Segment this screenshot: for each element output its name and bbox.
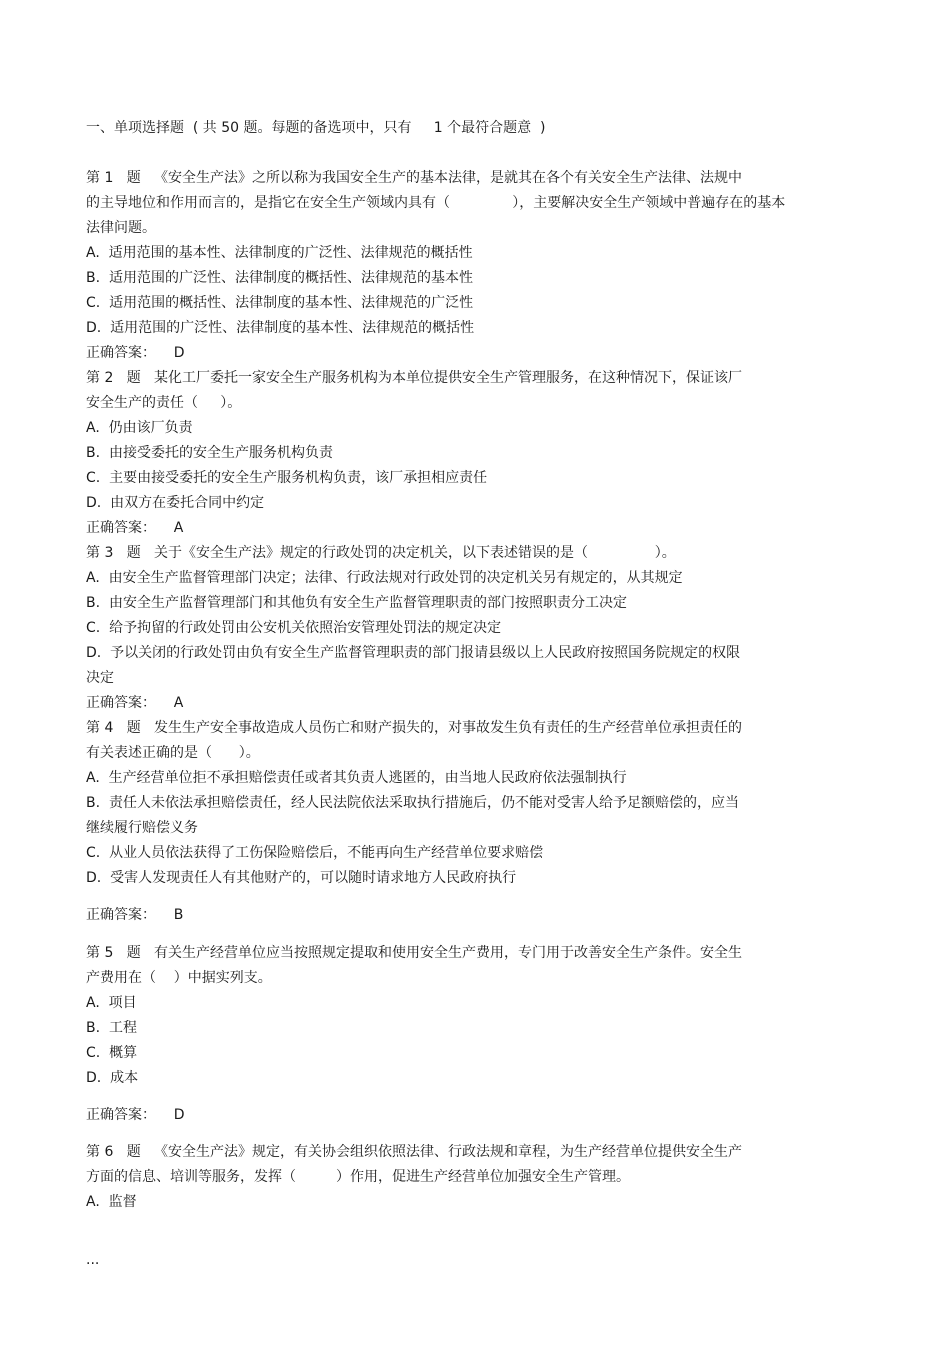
question-2-option-c: C. 主要由接受委托的安全生产服务机构负责，该厂承担相应责任: [86, 470, 488, 486]
question-4-option-d: D. 受害人发现责任人有其他财产的，可以随时请求地方人民政府执行: [86, 870, 517, 886]
question-3-option-b: B. 由安全生产监督管理部门和其他负有安全生产监督管理职责的部门按照职责分工决定: [86, 595, 627, 611]
question-3-answer: 正确答案： A: [86, 695, 184, 711]
question-1-option-b: B. 适用范围的广泛性、法律制度的概括性、法律规范的基本性: [86, 270, 473, 286]
question-1-text-line-3: 法律问题。: [86, 220, 156, 236]
question-5-option-c: C. 概算: [86, 1045, 138, 1061]
question-1-option-d: D. 适用范围的广泛性、法律制度的基本性、法律规范的概括性: [86, 320, 475, 336]
question-2-option-b: B. 由接受委托的安全生产服务机构负责: [86, 445, 333, 461]
question-4-option-b-cont: 继续履行赔偿义务: [86, 820, 198, 836]
question-1-answer: 正确答案： D: [86, 345, 185, 361]
question-4-answer: 正确答案： B: [86, 907, 184, 923]
question-3-option-c: C. 给予拘留的行政处罚由公安机关依照治安管理处罚法的规定决定: [86, 620, 502, 636]
continuation-ellipsis: ...: [86, 1252, 100, 1268]
question-5-text-line-1: 第 5 题 有关生产经营单位应当按照规定提取和使用安全生产费用，专门用于改善安全生产条件。安全生: [86, 945, 743, 961]
question-3-option-d: D. 予以关闭的行政处罚由负有安全生产监督管理职责的部门报请县级以上人民政府按照国务院规定的权限: [86, 645, 741, 661]
question-6-text-line-2: 方面的信息、培训等服务，发挥（ ）作用，促进生产经营单位加强安全生产管理。: [86, 1169, 631, 1185]
question-3-option-a: A. 由安全生产监督管理部门决定；法律、行政法规对行政处罚的决定机关另有规定的，从其规定: [86, 570, 683, 586]
question-1-text-line-2: 的主导地位和作用而言的，是指它在安全生产领域内具有（ ），主要解决安全生产领域中普遍存在的基本: [86, 195, 786, 211]
question-4-option-a: A. 生产经营单位拒不承担赔偿责任或者其负责人逃匿的，由当地人民政府依法强制执行: [86, 770, 627, 786]
question-1-text-line-1: 第 1 题 《安全生产法》之所以称为我国安全生产的基本法律，是就其在各个有关安全生产法律、法规中: [86, 170, 743, 186]
question-1-option-c: C. 适用范围的概括性、法律制度的基本性、法律规范的广泛性: [86, 295, 474, 311]
question-4-text-line-1: 第 4 题 发生生产安全事故造成人员伤亡和财产损失的，对事故发生负有责任的生产经营单位承担责任的: [86, 720, 743, 736]
question-4-option-b: B. 责任人未依法承担赔偿责任，经人民法院依法采取执行措施后，仍不能对受害人给予足额赔偿的，应当: [86, 795, 739, 811]
question-3-text-line-1: 第 3 题 关于《安全生产法》规定的行政处罚的决定机关，以下表述错误的是（ ）。: [86, 545, 676, 561]
section-title: 一、单项选择题 ( 共 50 题。每题的备选项中，只有 1 个最符合题意 ): [86, 120, 546, 136]
question-2-option-a: A. 仍由该厂负责: [86, 420, 193, 436]
question-2-option-d: D. 由双方在委托合同中约定: [86, 495, 265, 511]
question-1-option-a: A. 适用范围的基本性、法律制度的广泛性、法律规范的概括性: [86, 245, 473, 261]
question-5-option-a: A. 项目: [86, 995, 137, 1011]
question-2-text-line-2: 安全生产的责任（ ）。: [86, 395, 242, 411]
question-6-text-line-1: 第 6 题 《安全生产法》规定，有关协会组织依照法律、行政法规和章程，为生产经营单位提供安全生产: [86, 1144, 743, 1160]
question-5-option-d: D. 成本: [86, 1070, 139, 1086]
question-5-answer: 正确答案： D: [86, 1107, 185, 1123]
question-4-text-line-2: 有关表述正确的是（ ）。: [86, 745, 260, 761]
question-5-option-b: B. 工程: [86, 1020, 137, 1036]
question-2-answer: 正确答案： A: [86, 520, 184, 536]
question-5-text-line-2: 产费用在（ ）中据实列支。: [86, 970, 272, 986]
question-4-option-c: C. 从业人员依法获得了工伤保险赔偿后，不能再向生产经营单位要求赔偿: [86, 845, 544, 861]
question-3-option-d-cont: 决定: [86, 670, 114, 686]
question-2-text-line-1: 第 2 题 某化工厂委托一家安全生产服务机构为本单位提供安全生产管理服务，在这种情况下，保证该厂: [86, 370, 743, 386]
question-6-option-a: A. 监督: [86, 1194, 137, 1210]
